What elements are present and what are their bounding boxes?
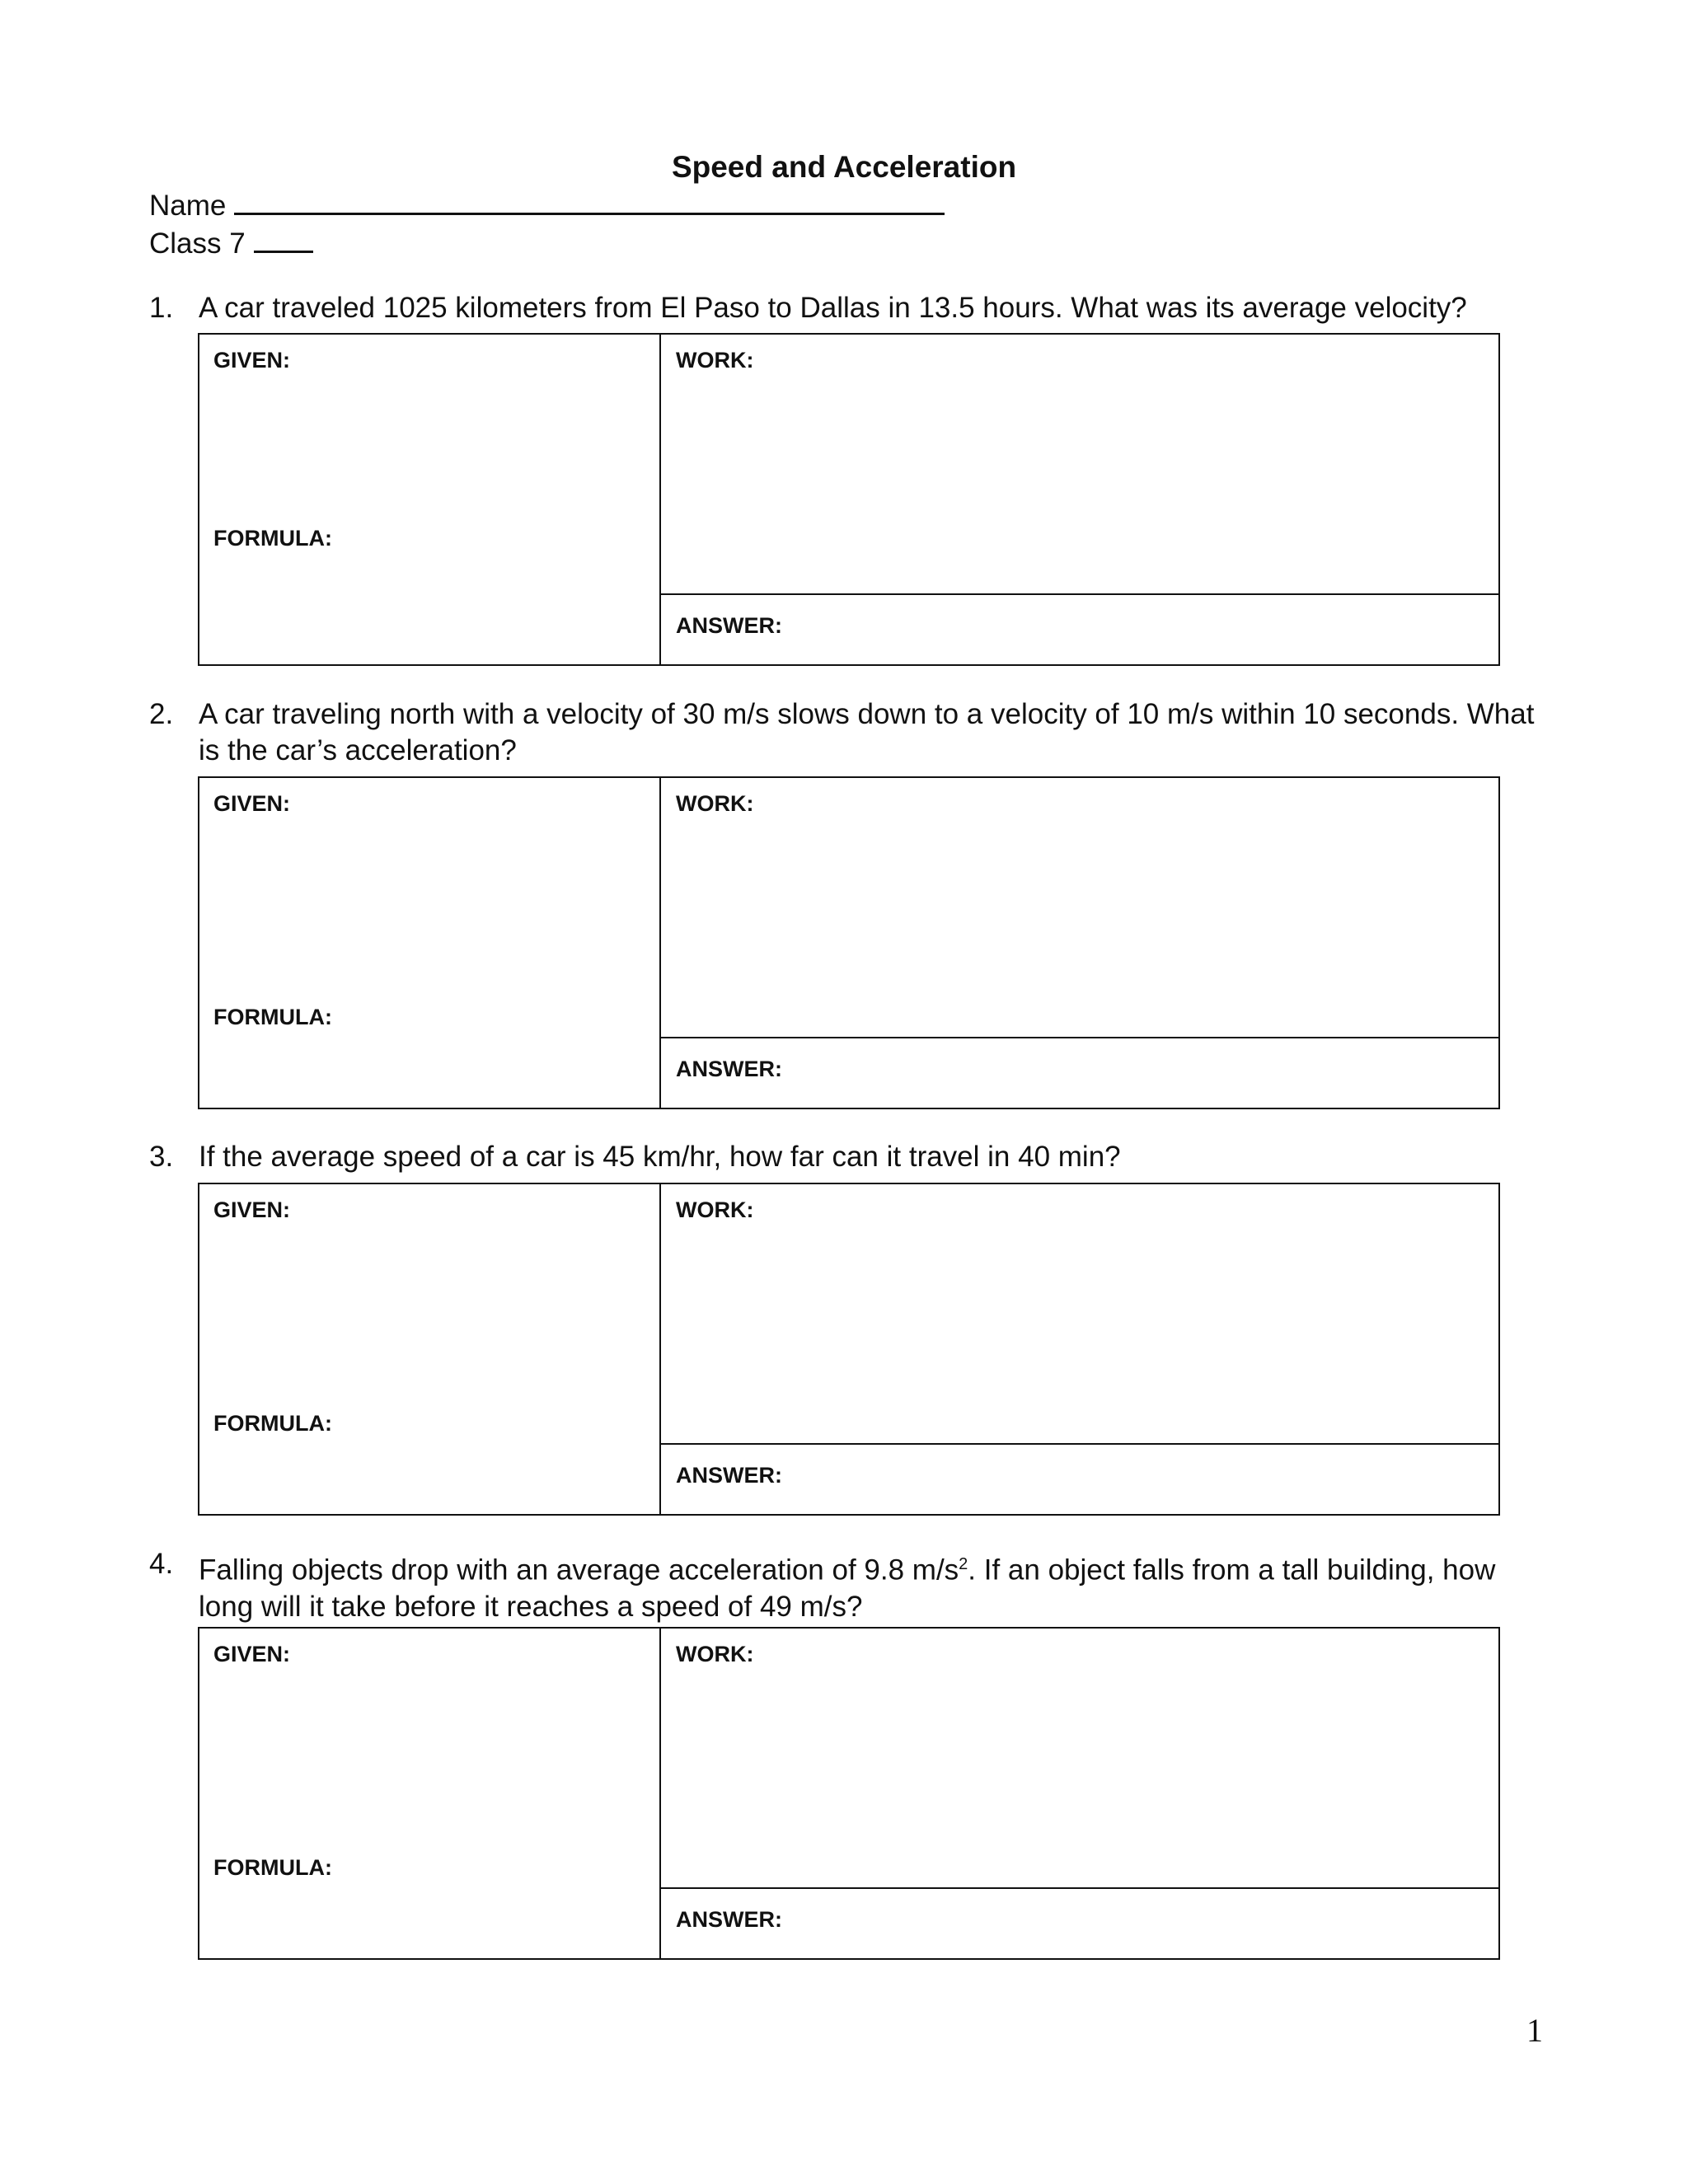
work-label: WORK: <box>676 348 754 373</box>
given-label: GIVEN: <box>213 1642 291 1666</box>
name-label: Name <box>149 190 227 222</box>
name-blank[interactable] <box>234 188 945 215</box>
answer-label: ANSWER: <box>676 613 782 638</box>
given-label: GIVEN: <box>213 791 291 816</box>
question-4 <box>149 1546 1550 1625</box>
given-area[interactable] <box>199 1629 661 1958</box>
work-area[interactable] <box>661 335 1498 595</box>
answer-box-3 <box>198 1183 1500 1516</box>
given-area[interactable] <box>199 778 661 1108</box>
question-text: If the average speed of a car is 45 km/hr, how far can it travel in 40 min? <box>199 1141 1121 1173</box>
name-line <box>149 188 945 224</box>
question-text-part: Falling objects drop with an average acceleration of 9.8 m/s <box>199 1554 959 1586</box>
work-label: WORK: <box>676 1197 754 1222</box>
question-number: 4. <box>149 1548 174 1580</box>
answer-area[interactable] <box>661 1445 1498 1514</box>
given-area[interactable] <box>199 335 661 664</box>
question-3 <box>149 1139 1550 1175</box>
question-number: 3. <box>149 1141 174 1173</box>
given-label: GIVEN: <box>213 348 291 373</box>
question-2 <box>149 696 1550 769</box>
class-line <box>149 226 313 262</box>
work-label: WORK: <box>676 1642 754 1666</box>
answer-box-4 <box>198 1627 1500 1960</box>
work-label: WORK: <box>676 791 754 816</box>
formula-label: FORMULA: <box>213 1411 332 1436</box>
worksheet-title: Speed and Acceleration <box>671 150 1017 184</box>
class-label: Class 7 <box>149 227 246 260</box>
work-area[interactable] <box>661 1629 1498 1889</box>
given-label: GIVEN: <box>213 1197 291 1222</box>
formula-label: FORMULA: <box>213 1005 332 1029</box>
exponent: 2 <box>959 1555 968 1573</box>
answer-area[interactable] <box>661 1889 1498 1958</box>
answer-area[interactable] <box>661 1038 1498 1108</box>
answer-area[interactable] <box>661 595 1498 664</box>
answer-label: ANSWER: <box>676 1463 782 1488</box>
question-number: 1. <box>149 292 174 324</box>
class-blank[interactable] <box>254 226 313 253</box>
formula-label: FORMULA: <box>213 526 332 551</box>
answer-label: ANSWER: <box>676 1057 782 1081</box>
work-area[interactable] <box>661 1184 1498 1445</box>
question-text: A car traveled 1025 kilometers from El Paso to Dallas in 13.5 hours. What was its average velocity? <box>199 292 1467 324</box>
answer-box-1 <box>198 333 1500 666</box>
question-text <box>199 1546 1550 1625</box>
answer-box-2 <box>198 776 1500 1109</box>
work-area[interactable] <box>661 778 1498 1038</box>
question-number: 2. <box>149 698 174 730</box>
formula-label: FORMULA: <box>213 1855 332 1880</box>
answer-label: ANSWER: <box>676 1907 782 1932</box>
question-1 <box>149 290 1550 326</box>
page-number: 1 <box>1526 2012 1543 2049</box>
question-text: A car traveling north with a velocity of 30 m/s slows down to a velocity of 10 m/s within 10 seconds. What is the car’s acceleration? <box>199 698 1535 766</box>
question-text-part: . If an object falls from a tall building, how long will it take before it reaches a speed of 49 m/s? <box>199 1554 1496 1623</box>
given-area[interactable] <box>199 1184 661 1514</box>
